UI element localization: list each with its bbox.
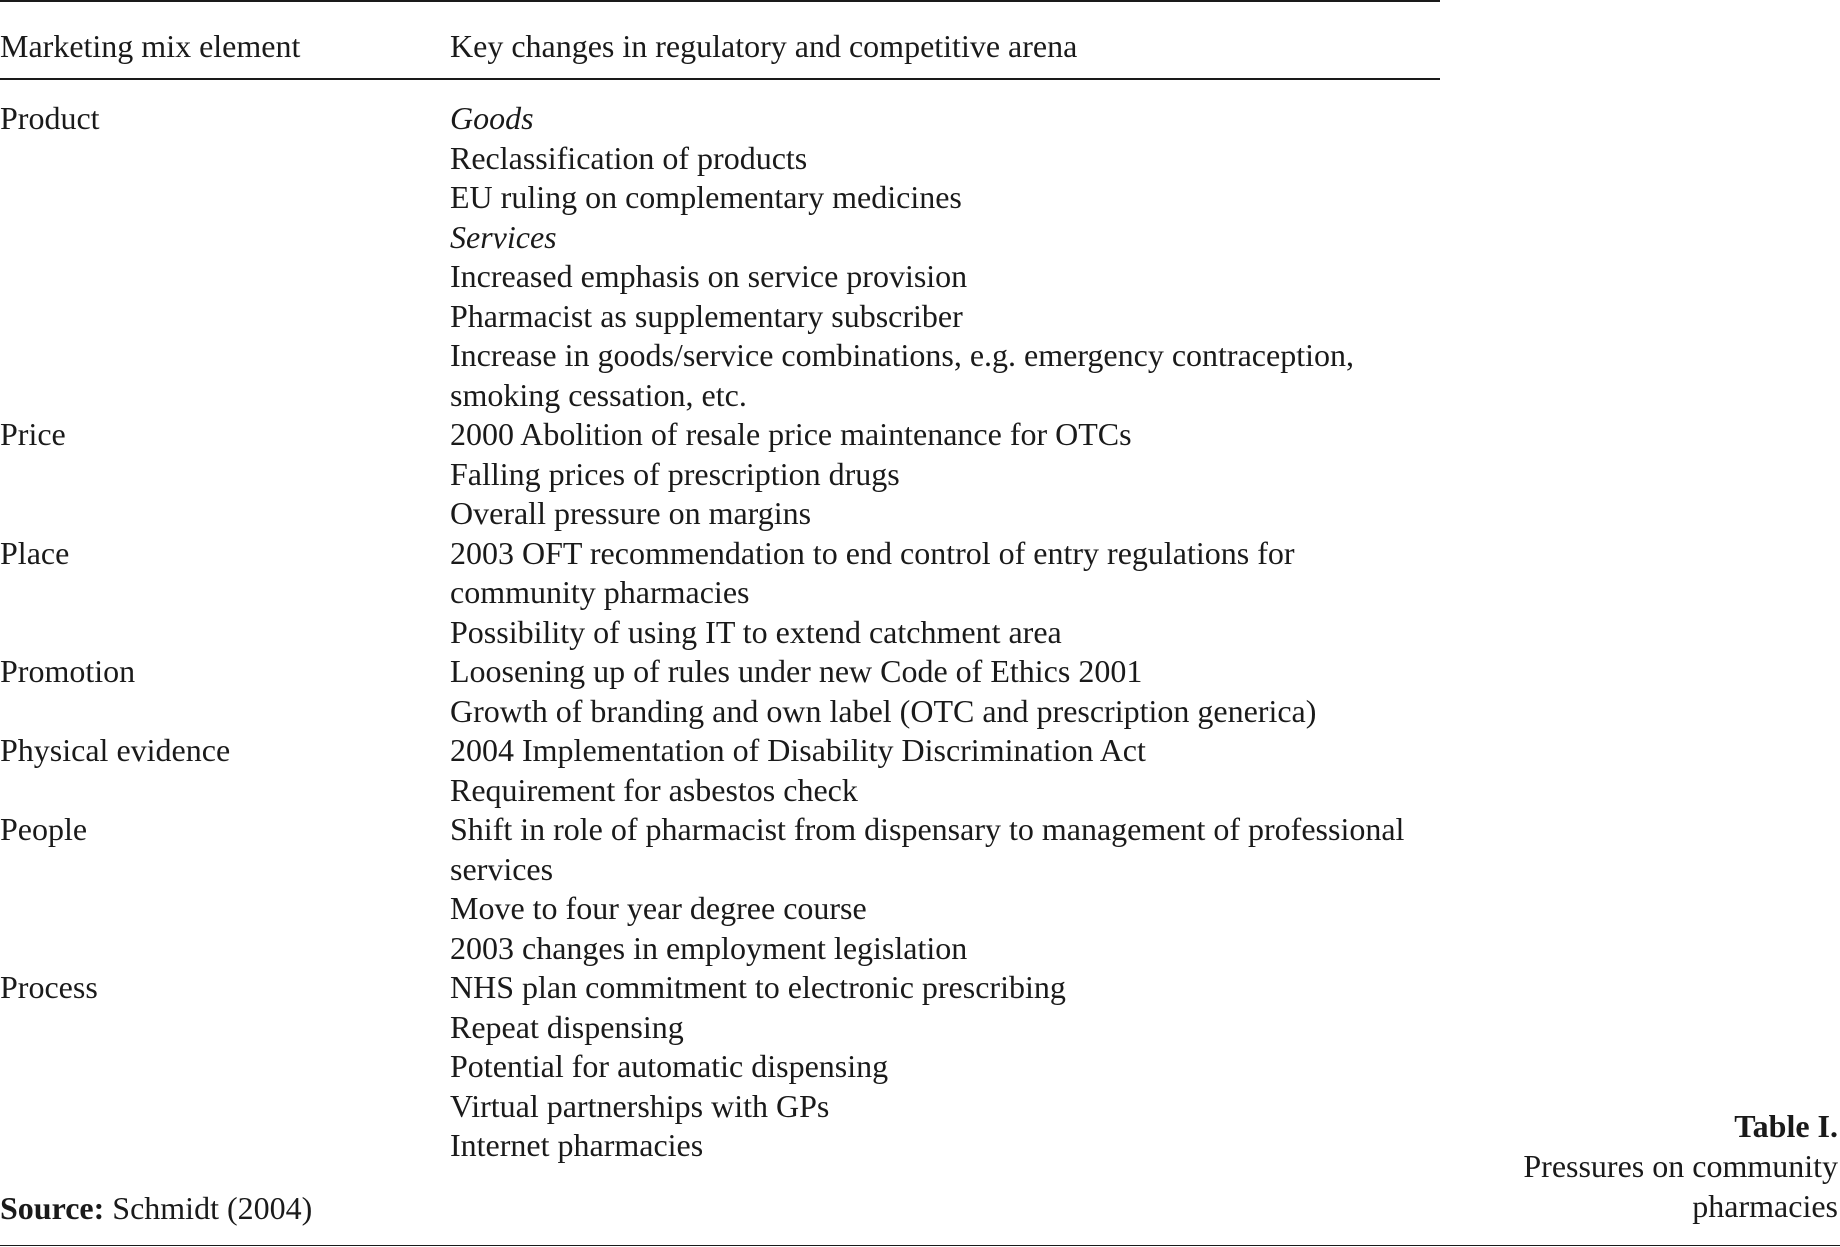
row-changes — [450, 731, 1445, 810]
row-category: Process — [0, 969, 98, 1005]
row-changes — [450, 810, 1445, 968]
change-line: Falling prices of prescription drugs — [450, 455, 900, 492]
change-line: 2003 OFT recommendation to end control of entry regulations for community pharmacies — [450, 534, 1295, 610]
table-row — [0, 652, 1445, 731]
table-row — [0, 534, 1445, 653]
subheading-line: Services — [450, 218, 557, 255]
row-category: Place — [0, 534, 70, 571]
table-row — [0, 731, 1445, 810]
header-marketing-mix-element: Marketing mix element — [0, 28, 301, 64]
header-key-changes: Key changes in regulatory and competitive arena — [450, 28, 1078, 64]
row-changes — [450, 99, 1445, 415]
row-category: Product — [0, 100, 100, 136]
change-line: Internet pharmacies — [450, 1127, 704, 1163]
caption-label: Table I. — [1734, 1108, 1838, 1144]
table-row — [0, 415, 1445, 534]
change-line: Growth of branding and own label (OTC and prescription generica) — [450, 692, 1317, 729]
row-changes — [450, 534, 1445, 653]
table-body — [0, 99, 1445, 1166]
row-changes — [450, 415, 1445, 534]
change-line: EU ruling on complementary medicines — [450, 179, 962, 215]
table-row — [0, 99, 1445, 415]
change-line: Increase in goods/service combinations, e.g. emergency contraception, smoking cessation, etc. — [450, 337, 1354, 413]
change-line: Virtual partnerships with GPs — [450, 1087, 830, 1124]
change-line: Move to four year degree course — [450, 890, 867, 926]
page-bottom-rule — [0, 1245, 1840, 1246]
change-line: Requirement for asbestos check — [450, 771, 858, 808]
row-category: Promotion — [0, 653, 136, 689]
row-changes — [450, 968, 1445, 1166]
table-row — [0, 810, 1445, 968]
change-line: Reclassification of products — [450, 139, 808, 176]
table-caption — [1458, 1106, 1838, 1226]
row-category: People — [0, 811, 88, 847]
table-header-rule — [0, 78, 1440, 80]
change-line: Loosening up of rules under new Code of Ethics 2001 — [450, 653, 1143, 689]
source-label: Source: — [0, 1190, 105, 1226]
row-category: Price — [0, 416, 66, 452]
change-line: Overall pressure on margins — [450, 495, 812, 531]
row-changes — [450, 652, 1445, 731]
change-line: 2003 changes in employment legislation — [450, 929, 968, 966]
change-line: 2000 Abolition of resale price maintenance for OTCs — [450, 416, 1132, 452]
change-line: Increased emphasis on service provision — [450, 258, 968, 294]
change-line: Pharmacist as supplementary subscriber — [450, 297, 963, 334]
row-category: Physical evidence — [0, 732, 231, 768]
table-source — [0, 1188, 312, 1228]
caption-text: Pressures on community pharmacies — [1523, 1148, 1838, 1224]
table-row — [0, 968, 1445, 1166]
change-line: Shift in role of pharmacist from dispensary to management of professional services — [450, 811, 1405, 887]
subheading-line: Goods — [450, 100, 534, 136]
change-line: Potential for automatic dispensing — [450, 1048, 889, 1084]
change-line: NHS plan commitment to electronic prescribing — [450, 969, 1066, 1005]
table-top-rule — [0, 0, 1440, 2]
source-text: Schmidt (2004) — [112, 1190, 313, 1226]
change-line: Possibility of using IT to extend catchment area — [450, 613, 1062, 650]
change-line: 2004 Implementation of Disability Discrimination Act — [450, 732, 1146, 768]
change-line: Repeat dispensing — [450, 1008, 684, 1045]
